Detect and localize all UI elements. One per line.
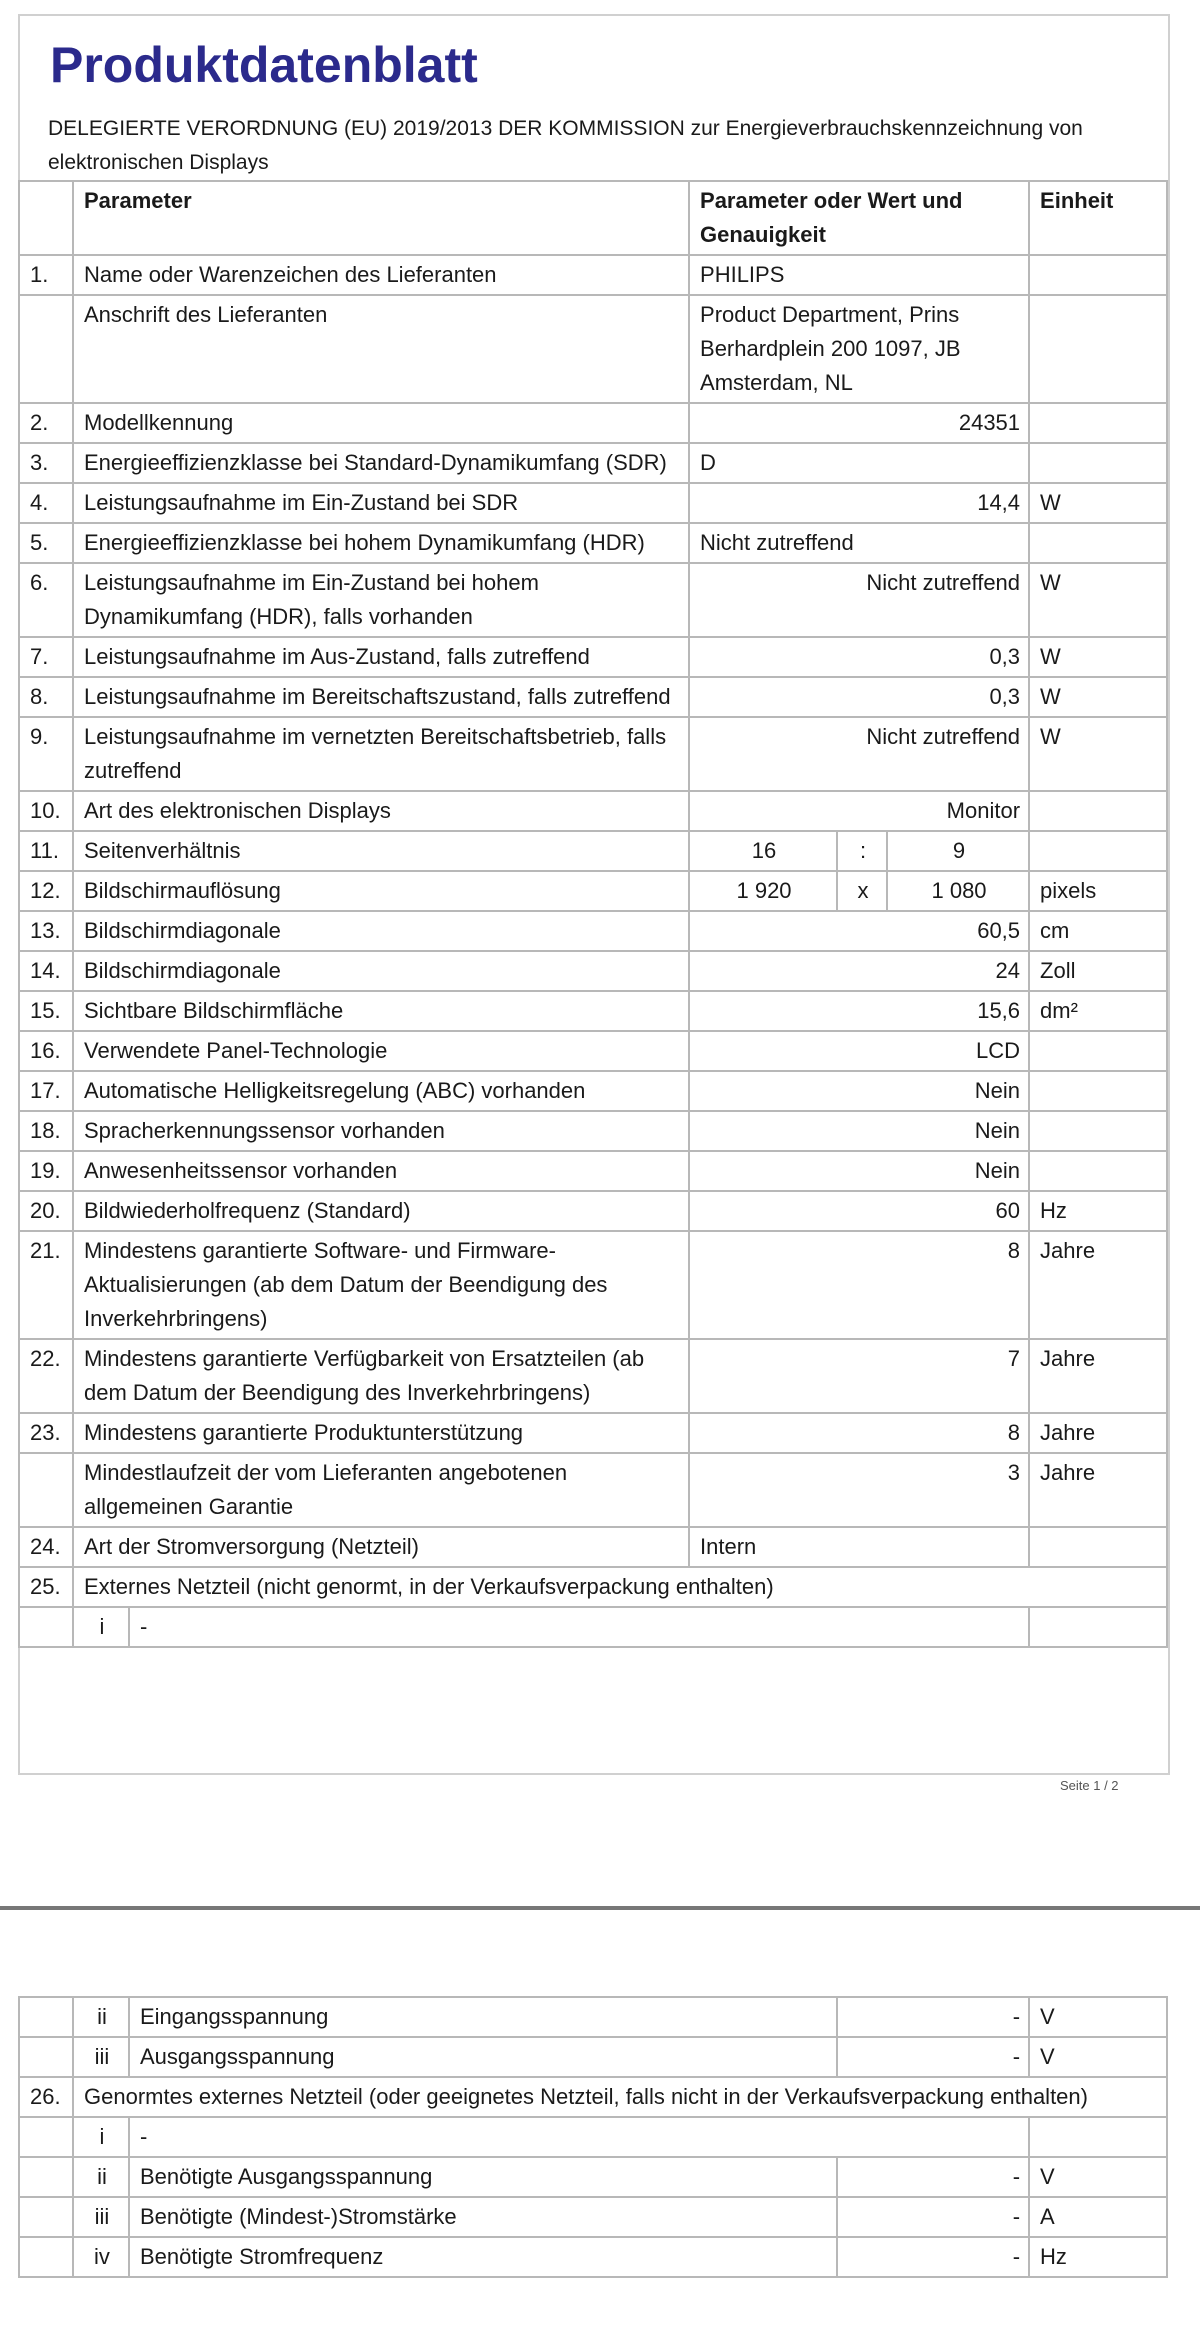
row-unit: Jahre (1029, 1413, 1167, 1453)
row-number: 26. (19, 2077, 73, 2117)
row-parameter: Benötigte Ausgangsspannung (129, 2157, 837, 2197)
row-value: LCD (689, 1031, 1029, 1071)
row-parameter: Seitenverhältnis (73, 831, 689, 871)
row-parameter: Energieeffizienzklasse bei hohem Dynamikumfang (HDR) (73, 523, 689, 563)
table-body-end (19, 1567, 1167, 1647)
row-unit (1029, 1071, 1167, 1111)
row-number: 23. (19, 1413, 73, 1453)
row-number: 6. (19, 563, 73, 637)
row-value: Nicht zutreffend (689, 563, 1029, 637)
header-unit: Einheit (1029, 181, 1167, 255)
row-number: 21. (19, 1231, 73, 1339)
row-value: - (837, 2237, 1029, 2277)
table-row (19, 483, 1167, 523)
row-parameter: Bildschirmauflösung (73, 871, 689, 911)
row-value-part1: 16 (689, 831, 837, 871)
row-value: 8 (689, 1231, 1029, 1339)
table-row (19, 831, 1167, 871)
table-row (19, 677, 1167, 717)
row-unit (1029, 791, 1167, 831)
row-roman: iii (73, 2037, 129, 2077)
row-unit: Jahre (1029, 1339, 1167, 1413)
table-row (19, 1071, 1167, 1111)
row-value: 60,5 (689, 911, 1029, 951)
table-row (19, 2157, 1167, 2197)
row-number: 8. (19, 677, 73, 717)
table-row (19, 991, 1167, 1031)
row-value-separator: x (837, 871, 887, 911)
table-row (19, 871, 1167, 911)
row-unit: W (1029, 483, 1167, 523)
row-parameter: Art der Stromversorgung (Netzteil) (73, 1527, 689, 1567)
product-data-table-continued (18, 1996, 1168, 2278)
row-unit (1029, 1111, 1167, 1151)
row-parameter: Bildschirmdiagonale (73, 911, 689, 951)
row-number: 1. (19, 255, 73, 295)
row-unit: Hz (1029, 1191, 1167, 1231)
row-parameter: Eingangsspannung (129, 1997, 837, 2037)
row-roman: iv (73, 2237, 129, 2277)
row-number: 22. (19, 1339, 73, 1413)
row-unit: pixels (1029, 871, 1167, 911)
row-unit (1029, 1151, 1167, 1191)
table-row (19, 717, 1167, 791)
table-row (19, 1151, 1167, 1191)
row-value: 14,4 (689, 483, 1029, 523)
row-value: Nein (689, 1151, 1029, 1191)
row-parameter: Ausgangsspannung (129, 2037, 837, 2077)
table-row (19, 2117, 1167, 2157)
row-unit (1029, 403, 1167, 443)
row-value: - (837, 2197, 1029, 2237)
product-data-table (18, 180, 1168, 1648)
row-parameter: Mindestens garantierte Produktunterstützung (73, 1413, 689, 1453)
row-value: 8 (689, 1413, 1029, 1453)
row-number (19, 1453, 73, 1527)
header-parameter: Parameter (73, 181, 689, 255)
row-value: Nein (689, 1071, 1029, 1111)
row-unit (1029, 523, 1167, 563)
row-parameter: Verwendete Panel-Technologie (73, 1031, 689, 1071)
row-number: 10. (19, 791, 73, 831)
row-value: Intern (689, 1527, 1029, 1567)
row-parameter: Energieeffizienzklasse bei Standard-Dynamikumfang (SDR) (73, 443, 689, 483)
row-value: Nicht zutreffend (689, 523, 1029, 563)
row-parameter: - (129, 1607, 1029, 1647)
page-number: Seite 1 / 2 (1060, 1778, 1119, 1793)
row-value: Nicht zutreffend (689, 717, 1029, 791)
row-unit: Jahre (1029, 1453, 1167, 1527)
row-unit: V (1029, 1997, 1167, 2037)
row-value: - (837, 2157, 1029, 2197)
row-number: 16. (19, 1031, 73, 1071)
table-row (19, 1191, 1167, 1231)
row-unit (1029, 443, 1167, 483)
header-num (19, 181, 73, 255)
table-row (19, 1413, 1167, 1453)
row-value: Nein (689, 1111, 1029, 1151)
row-number: 9. (19, 717, 73, 791)
row-number: 13. (19, 911, 73, 951)
row-parameter: Anschrift des Lieferanten (73, 295, 689, 403)
table-row (19, 1031, 1167, 1071)
row-parameter: Leistungsaufnahme im Ein-Zustand bei SDR (73, 483, 689, 523)
table-row (19, 1111, 1167, 1151)
row-parameter: Name oder Warenzeichen des Lieferanten (73, 255, 689, 295)
row-parameter: Spracherkennungssensor vorhanden (73, 1111, 689, 1151)
table-row (19, 2037, 1167, 2077)
row-roman: ii (73, 2157, 129, 2197)
row-roman: ii (73, 1997, 129, 2037)
table-row (19, 403, 1167, 443)
row-value: 24351 (689, 403, 1029, 443)
row-unit: Hz (1029, 2237, 1167, 2277)
row-unit: W (1029, 563, 1167, 637)
row-unit (1029, 1527, 1167, 1567)
row-parameter: Leistungsaufnahme im Aus-Zustand, falls zutreffend (73, 637, 689, 677)
row-parameter: Anwesenheitssensor vorhanden (73, 1151, 689, 1191)
table-row (19, 1231, 1167, 1339)
row-number: 3. (19, 443, 73, 483)
row-number: 19. (19, 1151, 73, 1191)
row-unit: Zoll (1029, 951, 1167, 991)
row-value: 0,3 (689, 637, 1029, 677)
table-body (19, 255, 1167, 1567)
regulation-subtitle: DELEGIERTE VERORDNUNG (EU) 2019/2013 DER KOMMISSION zur Energieverbrauchskennzeichnung von elektronischen Displays (48, 117, 1083, 174)
row-value: 0,3 (689, 677, 1029, 717)
row-parameter: Automatische Helligkeitsregelung (ABC) vorhanden (73, 1071, 689, 1111)
row-unit: V (1029, 2157, 1167, 2197)
row-value: 3 (689, 1453, 1029, 1527)
row-value: 24 (689, 951, 1029, 991)
table-row (19, 1567, 1167, 1607)
row-unit: dm² (1029, 991, 1167, 1031)
row-number: 4. (19, 483, 73, 523)
row-unit: W (1029, 717, 1167, 791)
table-row (19, 791, 1167, 831)
row-number: 24. (19, 1527, 73, 1567)
row-number: 15. (19, 991, 73, 1031)
table-row (19, 2197, 1167, 2237)
header-value: Parameter oder Wert und Genauigkeit (689, 181, 1029, 255)
row-parameter: - (129, 2117, 1029, 2157)
table-row (19, 2237, 1167, 2277)
row-parameter: Mindestens garantierte Verfügbarkeit von Ersatzteilen (ab dem Datum der Beendigung des Inverkehrbringens) (73, 1339, 689, 1413)
table-row (19, 1997, 1167, 2037)
table-row (19, 911, 1167, 951)
row-parameter: Leistungsaufnahme im vernetzten Bereitschaftsbetrieb, falls zutreffend (73, 717, 689, 791)
table-row (19, 1339, 1167, 1413)
row-parameter: Modellkennung (73, 403, 689, 443)
row-number (19, 295, 73, 403)
row-parameter: Genormtes externes Netzteil (oder geeignetes Netzteil, falls nicht in der Verkaufsverpackung enthalten) (73, 2077, 1167, 2117)
table-row (19, 2077, 1167, 2117)
row-value: PHILIPS (689, 255, 1029, 295)
row-value-part2: 1 080 (887, 871, 1029, 911)
row-value: 60 (689, 1191, 1029, 1231)
row-unit (1029, 255, 1167, 295)
row-value: D (689, 443, 1029, 483)
page-separator (0, 1906, 1200, 1910)
row-roman: iii (73, 2197, 129, 2237)
row-unit: V (1029, 2037, 1167, 2077)
row-value-part1: 1 920 (689, 871, 837, 911)
table-row (19, 295, 1167, 403)
row-unit: A (1029, 2197, 1167, 2237)
table-row (19, 443, 1167, 483)
row-parameter: Mindestlaufzeit der vom Lieferanten angebotenen allgemeinen Garantie (73, 1453, 689, 1527)
row-parameter: Bildschirmdiagonale (73, 951, 689, 991)
row-number: 12. (19, 871, 73, 911)
row-value: - (837, 1997, 1029, 2037)
row-value-separator: : (837, 831, 887, 871)
row-parameter: Art des elektronischen Displays (73, 791, 689, 831)
row-value: - (837, 2037, 1029, 2077)
row-unit: cm (1029, 911, 1167, 951)
row-parameter: Sichtbare Bildschirmfläche (73, 991, 689, 1031)
row-unit: Jahre (1029, 1231, 1167, 1339)
row-value-part2: 9 (887, 831, 1029, 871)
row-parameter: Leistungsaufnahme im Bereitschaftszustand, falls zutreffend (73, 677, 689, 717)
row-parameter: Externes Netzteil (nicht genormt, in der Verkaufsverpackung enthalten) (73, 1567, 1167, 1607)
row-value: Monitor (689, 791, 1029, 831)
row-unit (1029, 1031, 1167, 1071)
row-parameter: Bildwiederholfrequenz (Standard) (73, 1191, 689, 1231)
row-number: 11. (19, 831, 73, 871)
table-row (19, 1527, 1167, 1567)
row-number: 5. (19, 523, 73, 563)
table-row (19, 637, 1167, 677)
row-unit: W (1029, 677, 1167, 717)
row-parameter: Leistungsaufnahme im Ein-Zustand bei hohem Dynamikumfang (HDR), falls vorhanden (73, 563, 689, 637)
row-value: 15,6 (689, 991, 1029, 1031)
table-row (19, 523, 1167, 563)
row-roman: i (73, 2117, 129, 2157)
row-value: Product Department, Prins Berhardplein 200 1097, JB Amsterdam, NL (689, 295, 1029, 403)
table-row (19, 255, 1167, 295)
row-number: 18. (19, 1111, 73, 1151)
table-row (19, 1607, 1167, 1647)
table-header-row (19, 181, 1167, 255)
row-number: 7. (19, 637, 73, 677)
row-value: 7 (689, 1339, 1029, 1413)
table-row (19, 951, 1167, 991)
row-parameter: Benötigte Stromfrequenz (129, 2237, 837, 2277)
row-unit (1029, 295, 1167, 403)
row-roman: i (73, 1607, 129, 1647)
row-number: 20. (19, 1191, 73, 1231)
row-unit (1029, 831, 1167, 871)
row-number: 25. (19, 1567, 73, 1607)
row-parameter: Benötigte (Mindest-)Stromstärke (129, 2197, 837, 2237)
row-number: 2. (19, 403, 73, 443)
row-number: 14. (19, 951, 73, 991)
row-unit: W (1029, 637, 1167, 677)
page-title: Produktdatenblatt (50, 37, 478, 93)
table-row (19, 563, 1167, 637)
row-parameter: Mindestens garantierte Software- und Firmware-Aktualisierungen (ab dem Datum der Beendigung des Inverkehrbringens) (73, 1231, 689, 1339)
row-number: 17. (19, 1071, 73, 1111)
table-row (19, 1453, 1167, 1527)
